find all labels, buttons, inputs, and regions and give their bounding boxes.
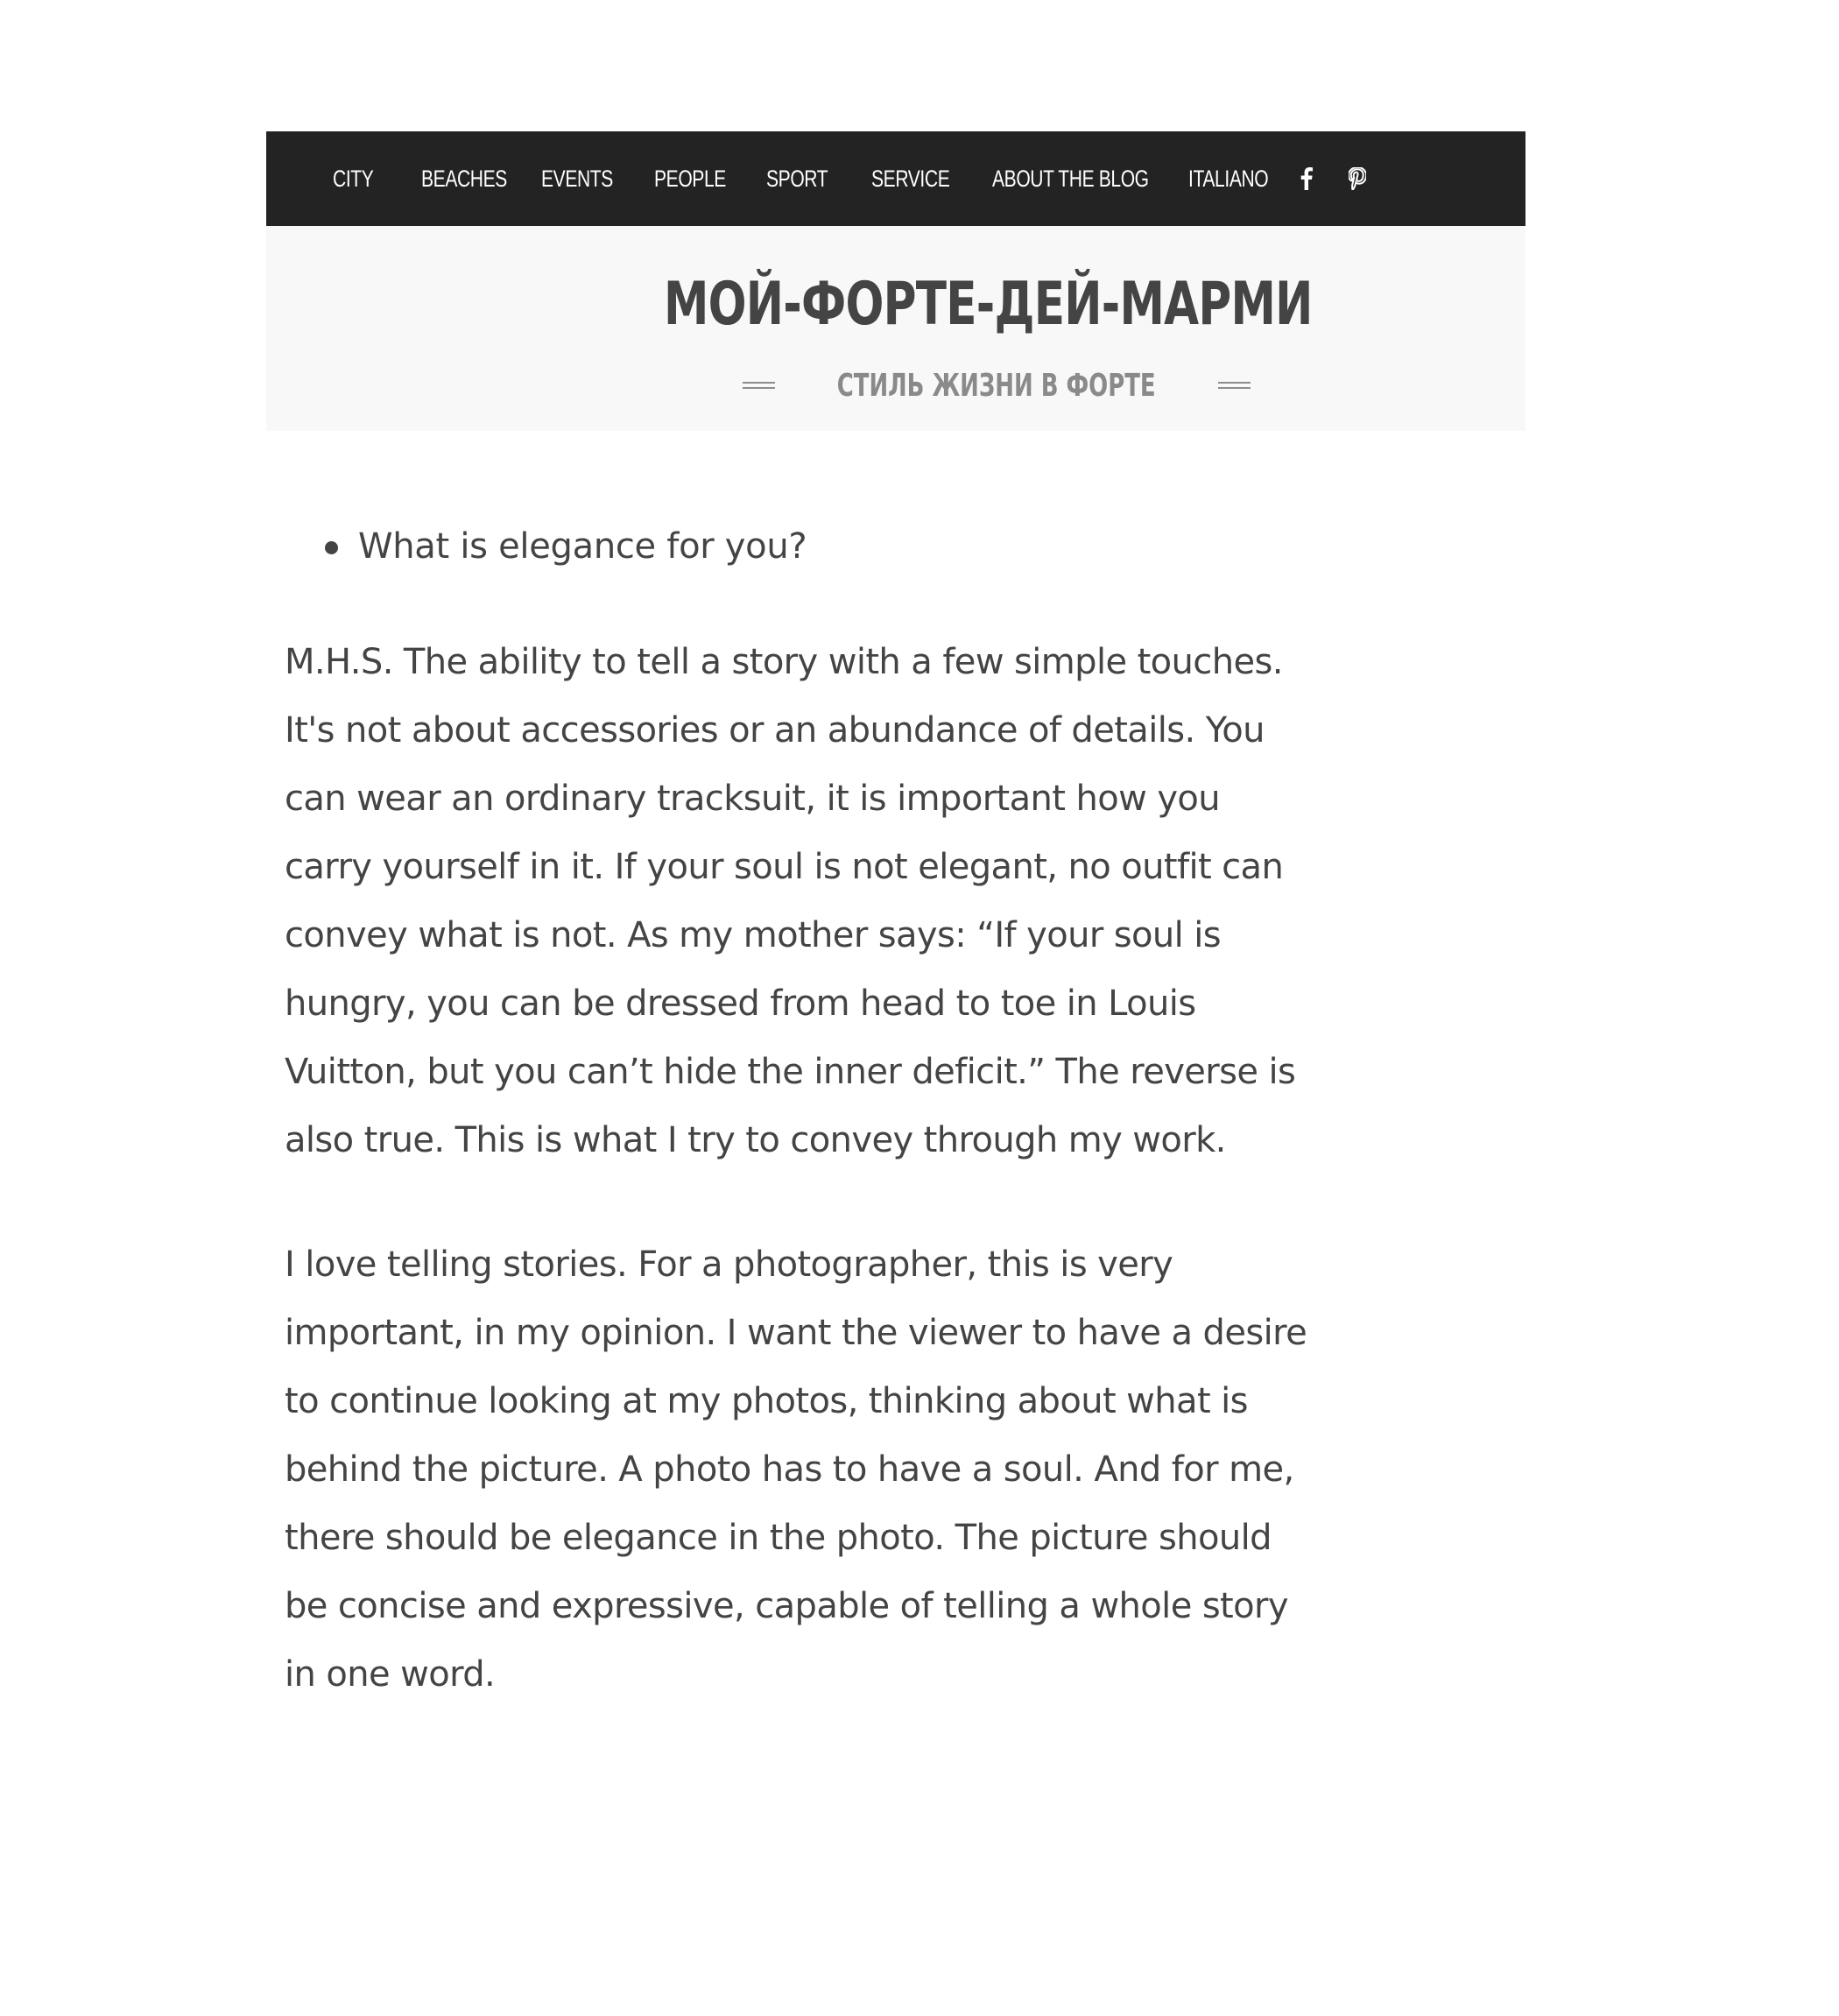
- answer-paragraph-1: M.H.S. The ability to tell a story with a few simple touches. It's not about accessories or an abundance of details. You can wear an ordinary tracksuit, it is important how you carry yourself in it. If your soul is not elegant, no outfit can convey what is not. As my mother says: “If your soul is hungry, you can be dressed from head to toe in Louis Vuitton, but you can’t hide the inner deficit.” The reverse is also true. This is what I try to convey through my work.: [285, 642, 1296, 1160]
- facebook-icon[interactable]: [1293, 131, 1320, 226]
- answer-paragraph-2: I love telling stories. For a photographer, this is very important, in my opinion. I want the viewer to have a desire to continue looking at my photos, thinking about what is behind the picture. A photo has to have a soul. And for me, there should be elegance in the photo. The picture should be concise and expressive, capable of telling a whole story in one word.: [285, 1244, 1307, 1695]
- site-header: [266, 226, 1525, 431]
- nav-slot-service: [871, 131, 992, 226]
- site-logo[interactable]: [266, 270, 1525, 339]
- nav-item-about-the-blog[interactable]: ABOUT THE BLOG: [992, 166, 1149, 192]
- nav-item-city[interactable]: CITY: [333, 166, 374, 192]
- nav-slot-events: [541, 131, 654, 226]
- pinterest-icon[interactable]: [1344, 131, 1370, 226]
- nav-item-sport[interactable]: SPORT: [766, 166, 828, 192]
- article-body: [285, 512, 1353, 1709]
- nav-item-people[interactable]: PEOPLE: [654, 166, 726, 192]
- logo-left-lines: [743, 380, 775, 391]
- nav-slot-city: [333, 131, 421, 226]
- site-wrapper: [266, 131, 1525, 431]
- logo-subtitle-row: [743, 366, 1251, 405]
- logo-subtitle: СТИЛЬ ЖИЗНИ В ФОРТЕ: [837, 367, 1156, 404]
- main-navigation: [266, 131, 1525, 226]
- nav-slot-sport: [766, 131, 871, 226]
- nav-item-events[interactable]: EVENTS: [541, 166, 613, 192]
- nav-item-service[interactable]: SERVICE: [871, 166, 950, 192]
- facebook-glyph: [1300, 167, 1313, 190]
- nav-item-beaches[interactable]: BEACHES: [421, 166, 507, 192]
- nav-item-italiano[interactable]: ITALIANO: [1188, 166, 1269, 192]
- question-list: [285, 512, 1353, 581]
- nav-slot-people: [654, 131, 766, 226]
- question-item: What is elegance for you?: [358, 512, 1353, 581]
- nav-slot-beaches: [421, 131, 541, 226]
- nav-slot-about-the-blog: [992, 131, 1188, 226]
- logo-title: МОЙ-ФОРТЕ-ДЕЙ-МАРМИ: [663, 270, 1313, 339]
- nav-slot-italiano: [1188, 131, 1293, 226]
- pinterest-glyph: [1349, 167, 1366, 190]
- logo-right-lines: [1218, 380, 1251, 391]
